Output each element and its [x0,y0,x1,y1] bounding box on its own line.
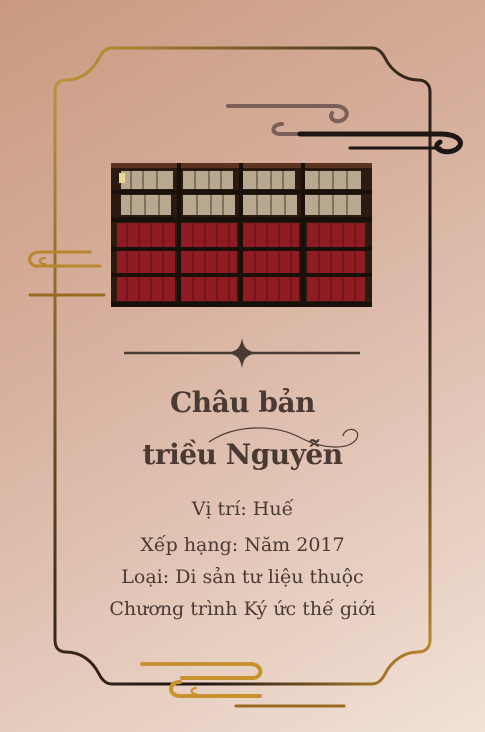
four-point-star-icon [228,338,256,368]
info-ranking: Xếp hạng: Năm 2017 [140,534,345,556]
title-line-1: Châu bản [170,386,315,419]
star-divider [120,335,364,371]
cloud-swirl-icon [30,252,104,295]
info-type-line-1: Loại: Di sản tư liệu thuộc [121,566,364,588]
info-type-line-2: Chương trình Ký ức thế giới [109,598,376,620]
title-line-2: triều Nguyễn [142,438,343,471]
bookshelf-image [111,163,372,307]
info-location: Vị trí: Huế [191,498,294,520]
cloud-swirl-icon [228,106,460,152]
